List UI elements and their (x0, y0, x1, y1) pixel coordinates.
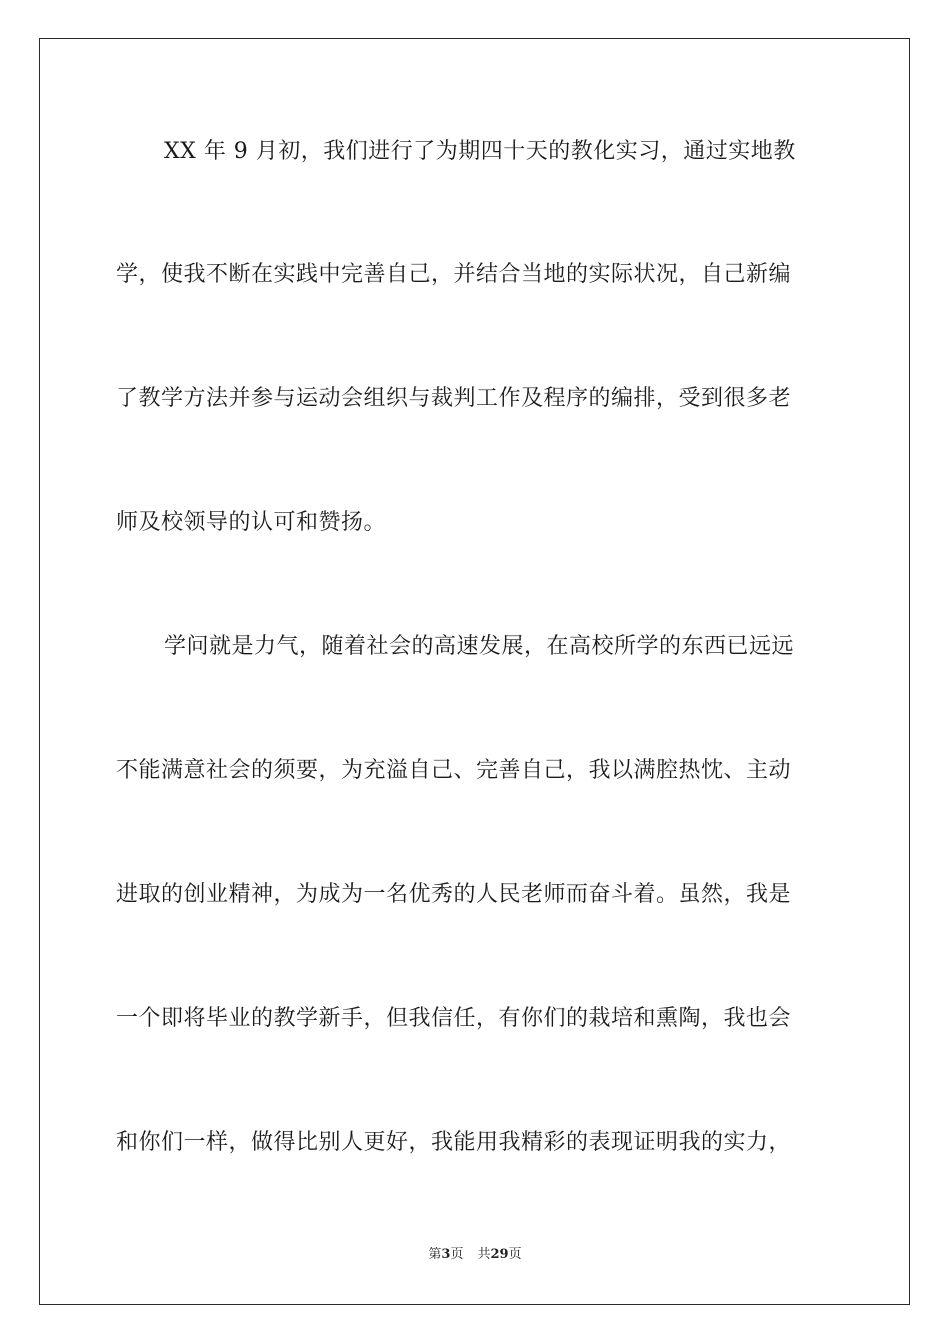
current-page-number: 3 (441, 1247, 451, 1262)
paragraph-2-line-2: 不能满意社会的须要，为充溢自己、完善自己，我以满腔热忱、主动 (116, 758, 792, 783)
page-border (39, 38, 910, 1305)
footer-total-suffix: 页 (508, 1247, 522, 1262)
footer-total-prefix: 共 (477, 1247, 491, 1262)
page-footer (0, 1246, 950, 1264)
paragraph-1-line-3: 了教学方法并参与运动会组织与裁判工作及程序的编排，受到很多老 (116, 386, 792, 411)
paragraph-1-line-1: XX 年 9 月初，我们进行了为期四十天的教化实习，通过实地教 (164, 139, 796, 164)
paragraph-1-line-4: 师及校领导的认可和赞扬。 (116, 510, 387, 535)
paragraph-2-line-1: 学问就是力气，随着社会的高速发展，在高校所学的东西已远远 (164, 634, 795, 659)
footer-prefix: 第 (428, 1247, 442, 1262)
paragraph-1-line-2: 学，使我不断在实践中完善自己，并结合当地的实际状况，自己新编 (116, 262, 792, 287)
paragraph-2-line-4: 一个即将毕业的教学新手，但我信任，有你们的栽培和熏陶，我也会 (116, 1006, 792, 1031)
footer-page-suffix: 页 (450, 1247, 464, 1262)
paragraph-2-line-5: 和你们一样，做得比别人更好，我能用我精彩的表现证明我的实力， (116, 1130, 792, 1155)
paragraph-2-line-3: 进取的创业精神，为成为一名优秀的人民老师而奋斗着。虽然，我是 (116, 882, 792, 907)
total-page-count: 29 (490, 1247, 509, 1262)
